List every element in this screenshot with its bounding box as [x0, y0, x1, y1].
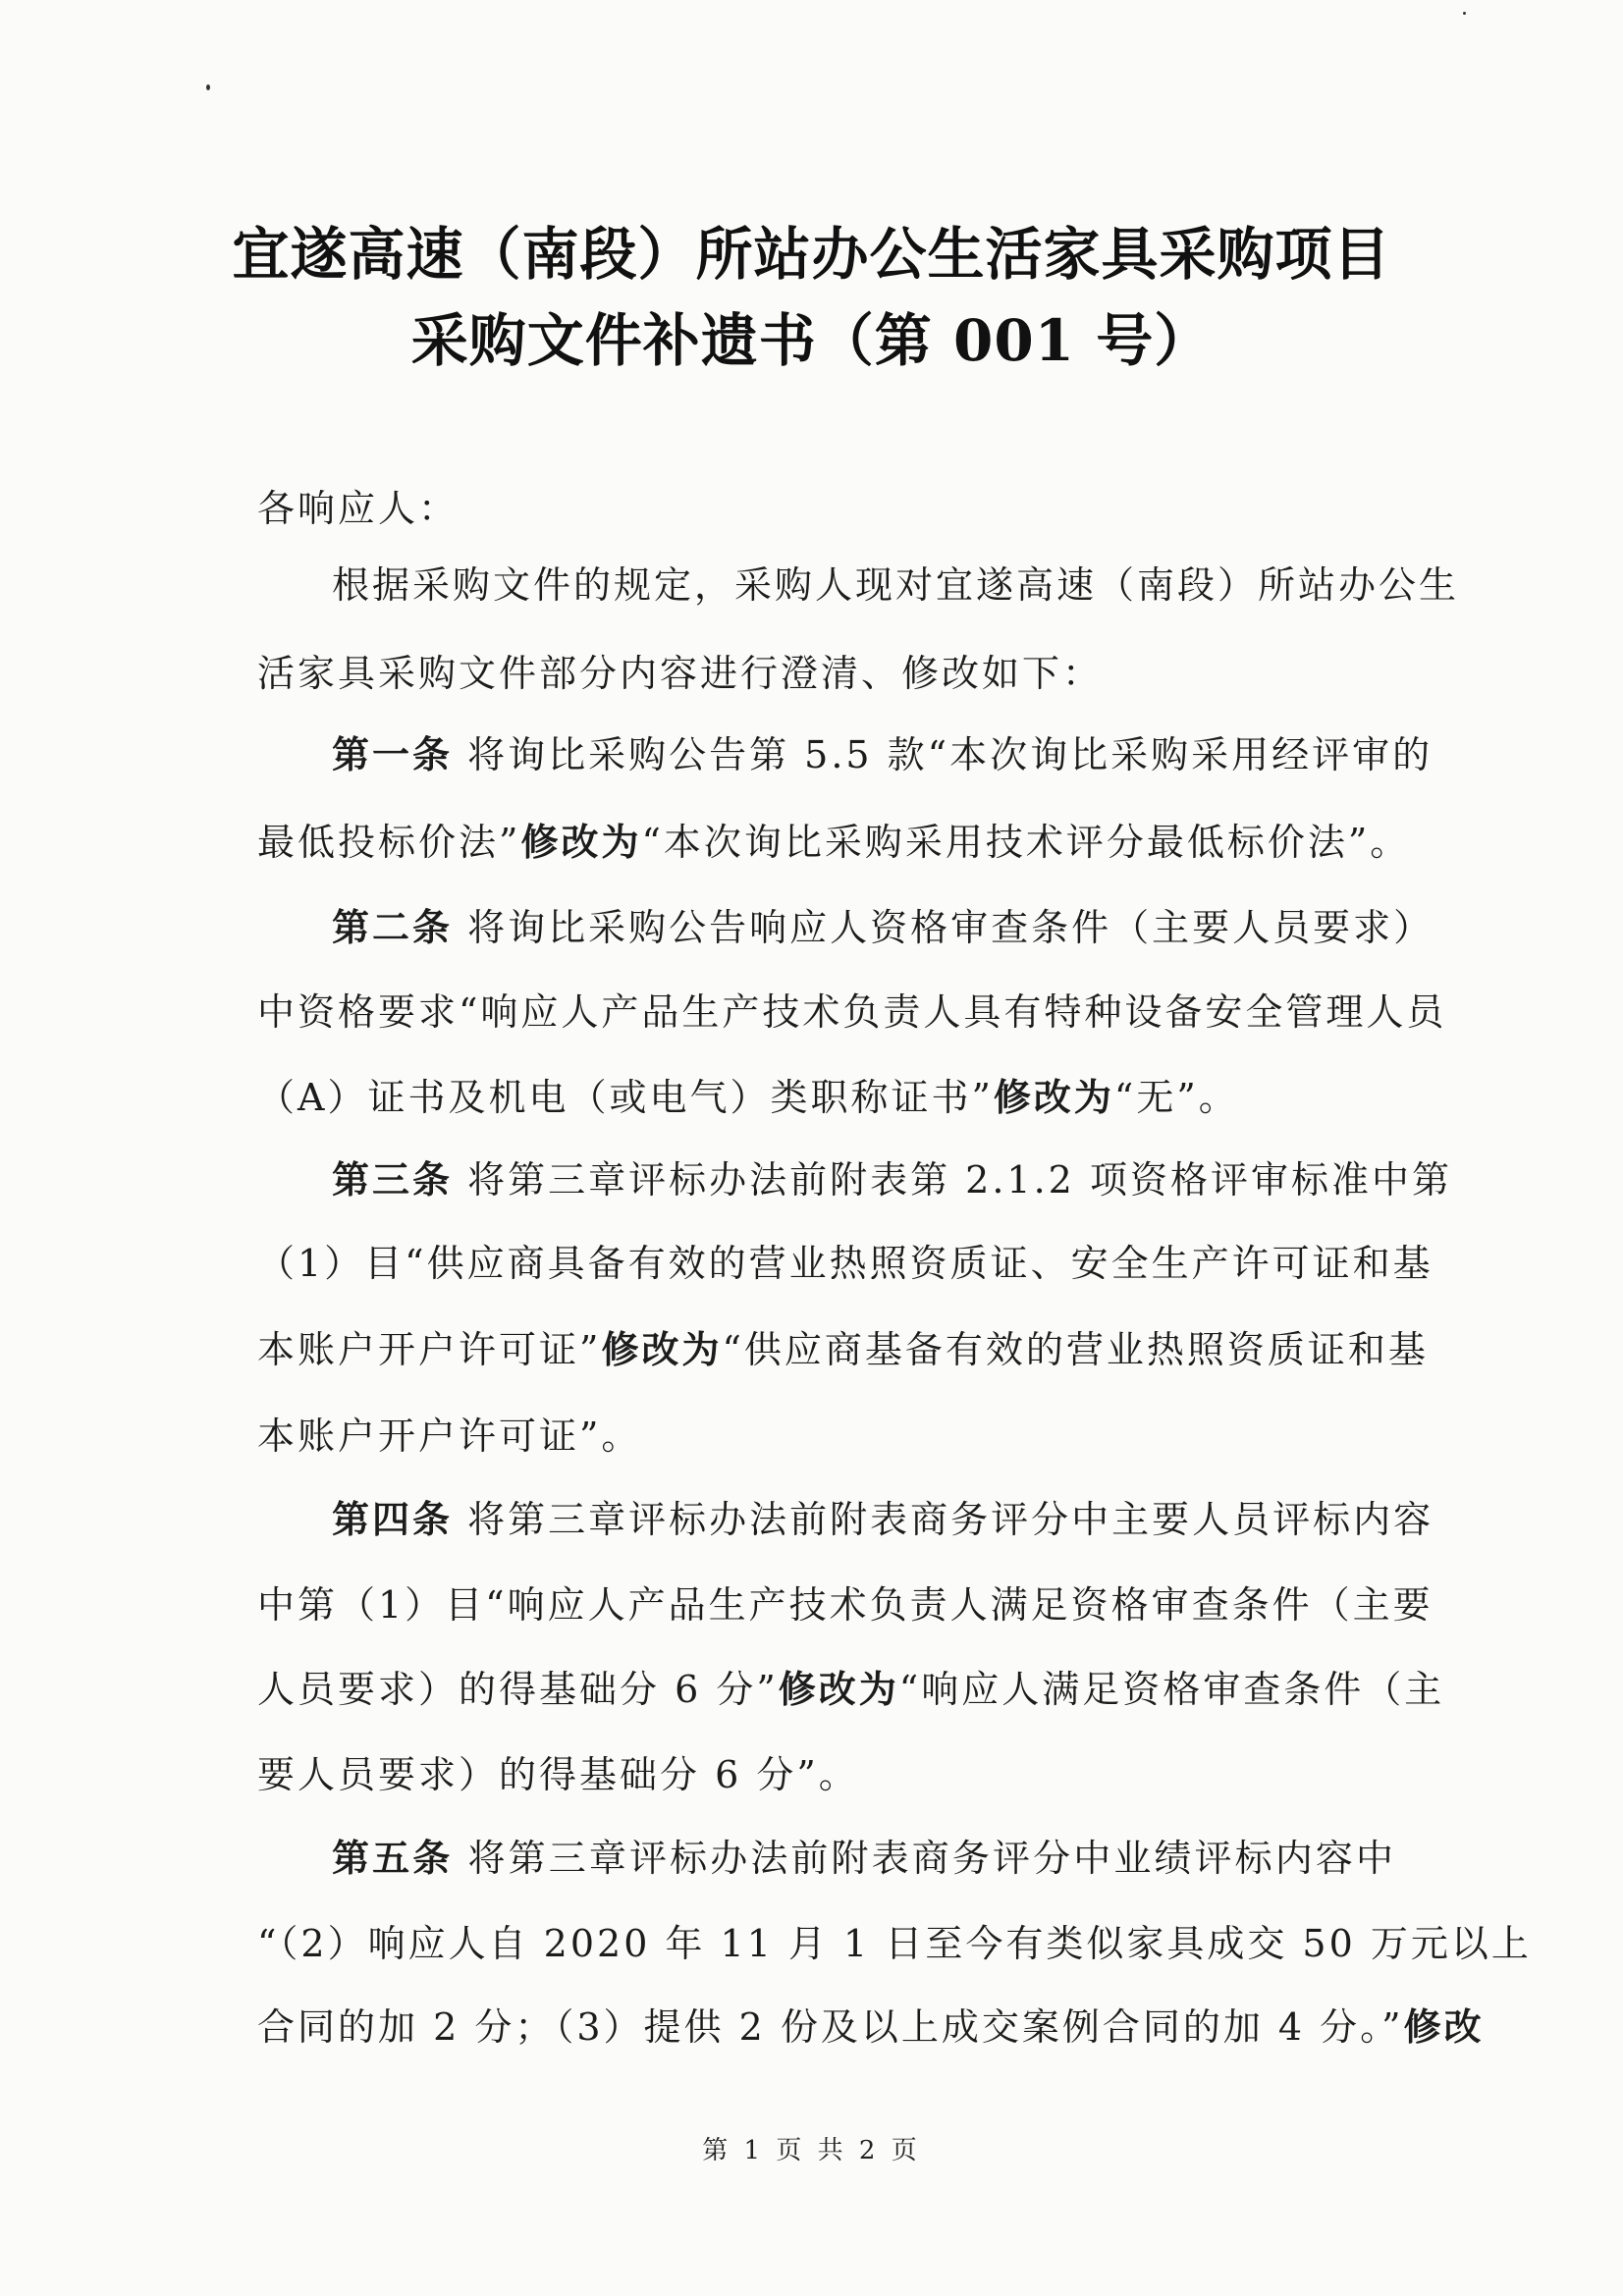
document-title-line-1: 宜遂高速（南段）所站办公生活家具采购项目: [232, 221, 1391, 288]
scan-speck: [1463, 12, 1466, 15]
intro-line-1: 根据采购文件的规定，采购人现对宜遂高速（南段）所站办公生: [332, 563, 1460, 607]
article-5-line-1: 第五条 将第三章评标办法前附表商务评分中业绩评标内容中: [332, 1836, 1396, 1880]
article-5-line-2: “（2）响应人自 2020 年 11 月 1 日至今有类似家具成交 50 万元以上: [257, 1922, 1532, 1965]
article-3-line-4: 本账户开户许可证”。: [257, 1415, 642, 1458]
article-1-label: 第一条: [332, 732, 454, 776]
article-3-label: 第三条: [332, 1157, 454, 1201]
article-1-line-2: 最低投标价法”修改为“本次询比采购采用技术评分最低标价法”。: [257, 820, 1411, 864]
intro-line-2: 活家具采购文件部分内容进行澄清、修改如下：: [257, 652, 1104, 695]
article-4-line-3: 人员要求）的得基础分 6 分”修改为“响应人满足资格审查条件（主: [257, 1667, 1445, 1711]
article-5-label: 第五条: [332, 1836, 454, 1880]
page-number: 第 1 页 共 2 页: [702, 2136, 921, 2165]
document-title-line-2: 采购文件补遗书（第 001 号）: [410, 307, 1213, 374]
article-4-line-4: 要人员要求）的得基础分 6 分”。: [257, 1753, 859, 1796]
article-4-label: 第四条: [332, 1497, 454, 1541]
article-2-line-3: （A）证书及机电（或电气）类职称证书”修改为“无”。: [257, 1075, 1239, 1119]
article-2-line-1: 第二条 将询比采购公告响应人资格审查条件（主要人员要求）: [332, 905, 1434, 949]
article-3-line-3: 本账户开户许可证”修改为“供应商基备有效的营业热照资质证和基: [257, 1327, 1429, 1371]
article-2-label: 第二条: [332, 905, 454, 949]
salutation: 各响应人：: [257, 487, 460, 530]
scan-speck: [206, 84, 210, 90]
article-2-line-2: 中资格要求“响应人产品生产技术负责人具有特种设备安全管理人员: [257, 990, 1447, 1034]
article-4-line-1: 第四条 将第三章评标办法前附表商务评分中主要人员评标内容: [332, 1497, 1434, 1541]
article-5-line-3: 合同的加 2 分；（3）提供 2 份及以上成交案例合同的加 4 分。”修改: [257, 2004, 1485, 2049]
article-4-line-2: 中第（1）目“响应人产品生产技术负责人满足资格审查条件（主要: [257, 1583, 1434, 1627]
article-3-line-2: （1）目“供应商具备有效的营业热照资质证、安全生产许可证和基: [257, 1242, 1434, 1285]
article-3-line-1: 第三条 将第三章评标办法前附表第 2.1.2 项资格评审标准中第: [332, 1157, 1452, 1201]
article-1-line-1: 第一条 将询比采购公告第 5.5 款“本次询比采购采用经评审的: [332, 732, 1434, 776]
